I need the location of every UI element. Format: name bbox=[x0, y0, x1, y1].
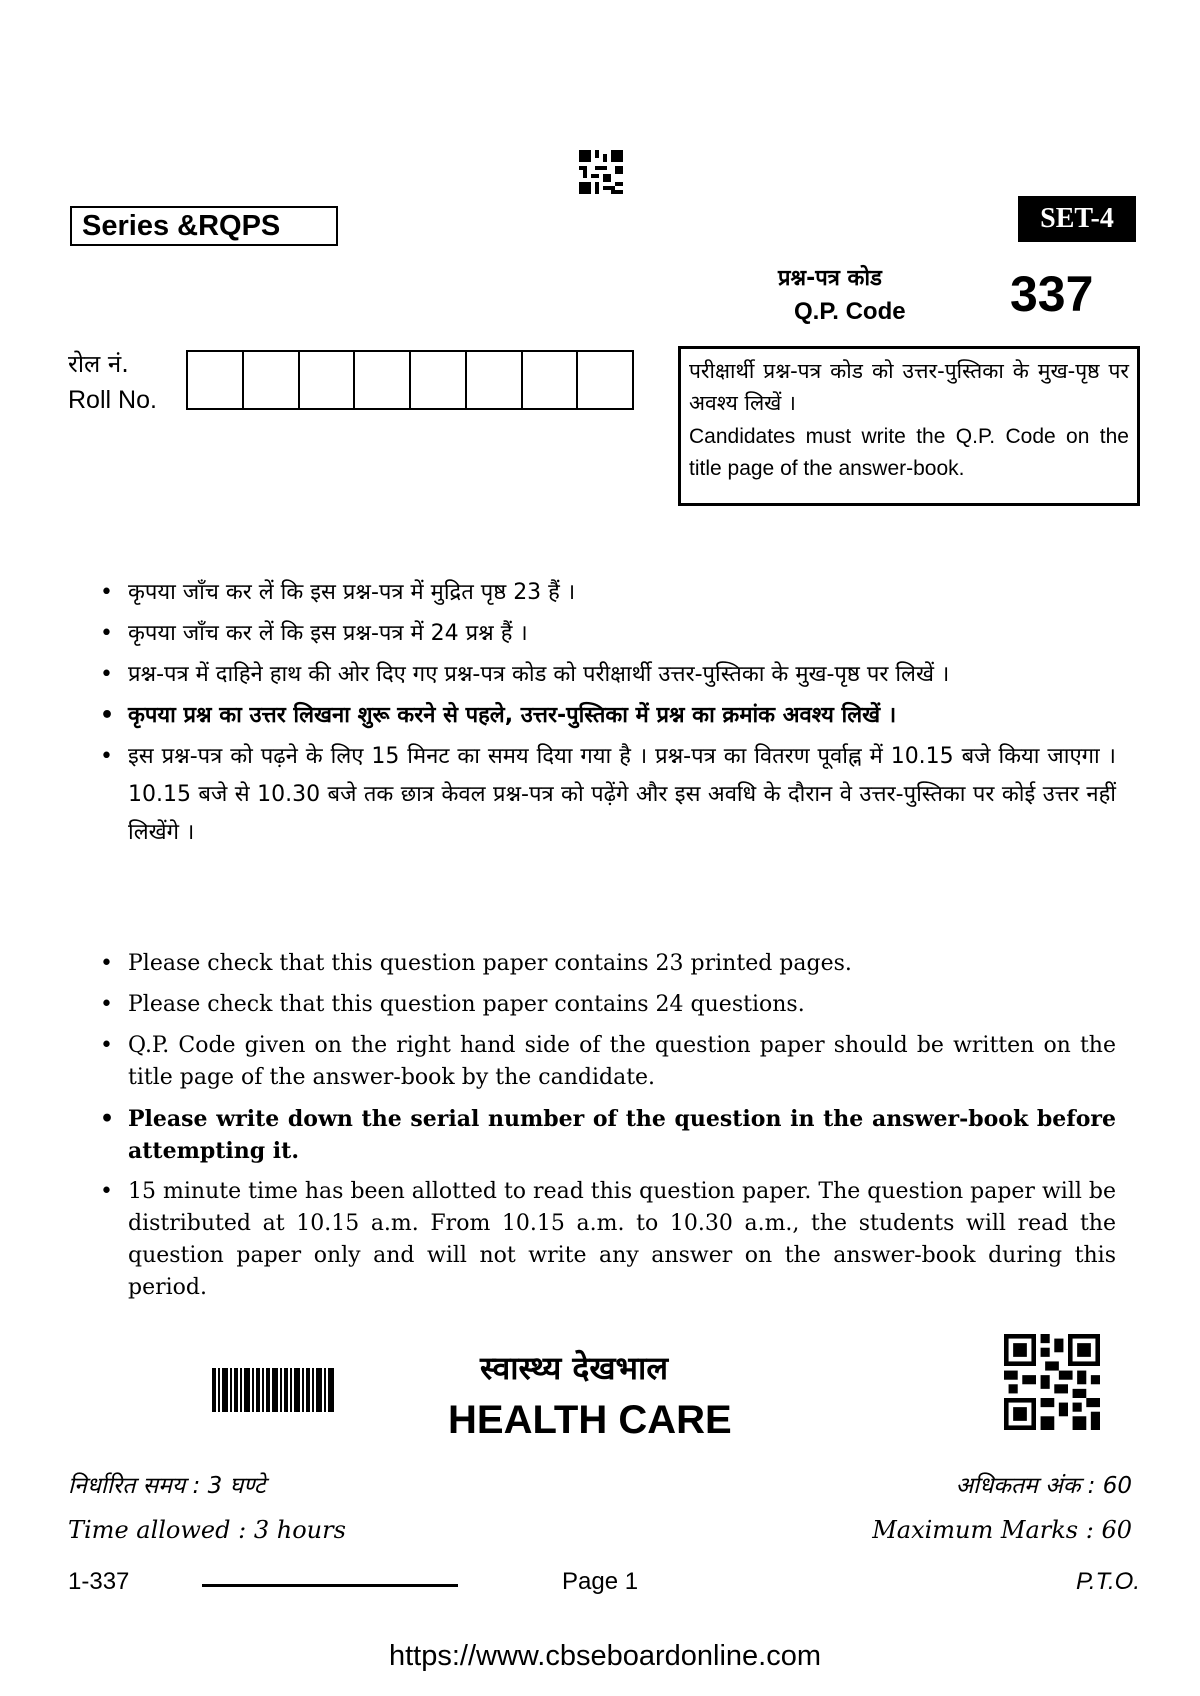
roll-number-box[interactable] bbox=[188, 352, 244, 408]
roll-number-boxes[interactable] bbox=[186, 350, 634, 410]
time-allowed: Time allowed : 3 hours bbox=[68, 1516, 346, 1544]
time-allowed-hindi: निर्धारित समय : 3 घण्टे bbox=[68, 1473, 266, 1499]
instruction-item: • Q.P. Code given on the right hand side of the question paper should be written on the title page of the answer-book by the candidate. bbox=[96, 1030, 1116, 1094]
instruction-item: • प्रश्न-पत्र में दाहिने हाथ की ओर दिए गए प्रश्न-पत्र कोड को परीक्षार्थी उत्तर-पुस्तिका के मुख-पृष्ठ पर लिखें । bbox=[96, 656, 1116, 694]
website-url: https://www.cbseboardonline.com bbox=[389, 1640, 821, 1672]
maximum-marks: Maximum Marks : 60 bbox=[872, 1516, 1132, 1544]
instruction-item: • कृपया प्रश्न का उत्तर लिखना शुरू करने से पहले, उत्तर-पुस्तिका में प्रश्न का क्रमांक अवश्य लिखें । bbox=[96, 697, 1116, 735]
qr-code-icon bbox=[1004, 1334, 1100, 1430]
roll-number-box[interactable] bbox=[244, 352, 300, 408]
notice-hindi: परीक्षार्थी प्रश्न-पत्र कोड को उत्तर-पुस्तिका के मुख-पृष्ठ पर अवश्य लिखें । bbox=[689, 359, 1129, 415]
instruction-item: • 15 minute time has been allotted to read this question paper. The question paper will be distributed at 10.15 a.m. From 10.15 a.m. to 10.30 a.m., the students will read the question paper only and will not write any answer on the answer-book during this period. bbox=[96, 1176, 1116, 1304]
subject-title: HEALTH CARE bbox=[448, 1398, 732, 1442]
instruction-item: • Please check that this question paper contains 24 questions. bbox=[96, 989, 1116, 1021]
roll-number-label-hindi: रोल नं. bbox=[68, 350, 129, 378]
notice-english: Candidates must write the Q.P. Code on the title page of the answer-book. bbox=[689, 425, 1129, 480]
qp-code-label-hindi: प्रश्न-पत्र कोड bbox=[778, 266, 882, 291]
qp-code-label: Q.P. Code bbox=[794, 298, 906, 325]
footer-divider bbox=[202, 1584, 458, 1587]
pto-label: P.T.O. bbox=[1075, 1568, 1140, 1595]
barcode-icon bbox=[212, 1368, 334, 1412]
roll-number-box[interactable] bbox=[300, 352, 356, 408]
top-qr-code-icon bbox=[579, 150, 623, 194]
footer-paper-code: 1-337 bbox=[68, 1568, 130, 1595]
instruction-item: • कृपया जाँच कर लें कि इस प्रश्न-पत्र में 24 प्रश्न हैं । bbox=[96, 615, 1116, 653]
page-number: Page 1 bbox=[562, 1568, 639, 1595]
instruction-item: • Please write down the serial number of the question in the answer-book before attempting it. bbox=[96, 1103, 1116, 1167]
roll-number-box[interactable] bbox=[578, 352, 632, 408]
instruction-item: • Please check that this question paper contains 23 printed pages. bbox=[96, 948, 1116, 980]
instructions-english bbox=[96, 948, 1116, 1313]
roll-number-box[interactable] bbox=[411, 352, 467, 408]
roll-number-box[interactable] bbox=[467, 352, 523, 408]
roll-number-box[interactable] bbox=[523, 352, 579, 408]
maximum-marks-hindi: अधिकतम अंक : 60 bbox=[955, 1473, 1132, 1499]
qp-code-value: 337 bbox=[1010, 266, 1094, 322]
roll-number-label: Roll No. bbox=[68, 386, 157, 414]
instruction-item: • इस प्रश्न-पत्र को पढ़ने के लिए 15 मिनट का समय दिया गया है । प्रश्न-पत्र का वितरण पूर्वाह्न में 10.15 बजे किया जाएगा । 10.15 बजे से 10.30 बजे तक छात्र केवल प्रश्न-पत्र को पढ़ेंगे और इस अवधि के दौरान वे उत्तर-पुस्तिका पर कोई उत्तर नहीं लिखेंगे । bbox=[96, 738, 1116, 852]
series-label: Series &RQPS bbox=[70, 206, 338, 246]
qp-code-notice-box bbox=[678, 346, 1140, 506]
instruction-item: • कृपया जाँच कर लें कि इस प्रश्न-पत्र में मुद्रित पृष्ठ 23 हैं । bbox=[96, 574, 1116, 612]
roll-number-box[interactable] bbox=[355, 352, 411, 408]
subject-title-hindi: स्वास्थ्य देखभाल bbox=[480, 1349, 669, 1387]
set-badge: SET-4 bbox=[1018, 196, 1136, 242]
instructions-hindi bbox=[96, 574, 1116, 855]
